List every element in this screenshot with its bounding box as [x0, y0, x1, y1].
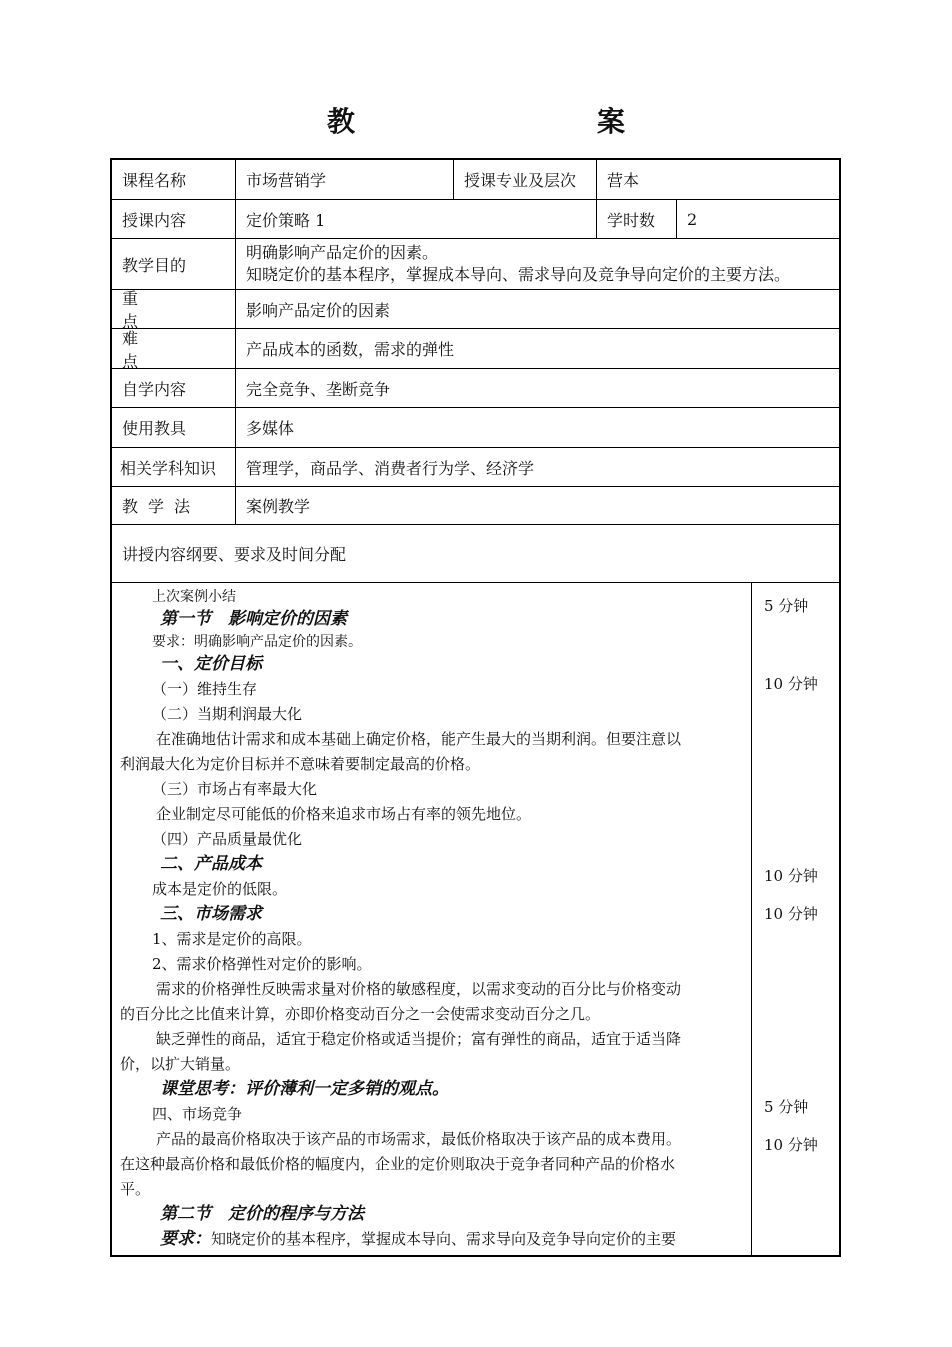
text-line: 需求的价格弹性反映需求量对价格的敏感程度，以需求变动的百分比与价格变动 — [156, 980, 682, 998]
text-line: 成本是定价的低限。 — [152, 880, 288, 898]
outline-label: 讲授内容纲要、要求及时间分配 — [122, 545, 347, 564]
document-title: 教 案 — [326, 105, 687, 138]
text-line: （二）当期利润最大化 — [152, 705, 303, 723]
text-line: 在准确地估计需求和成本基础上确定价格，能产生最大的当期利润。但要注意以 — [156, 730, 682, 748]
row-tools — [112, 408, 839, 448]
goal-label: 教学目的 — [122, 255, 187, 275]
hours-value: 2 — [676, 200, 839, 238]
self-study-value: 完全竞争、垄断竞争 — [235, 369, 839, 407]
related-value: 管理学，商品学、消费者行为学、经济学 — [235, 448, 839, 486]
class-thinking: 课堂思考：评价薄利一定多销的观点。 — [160, 1079, 449, 1099]
method-label: 教学法 — [122, 497, 201, 516]
text-line: （四）产品质量最优化 — [152, 830, 303, 848]
time-slot: 5 分钟 — [764, 597, 809, 615]
course-value: 市场营销学 — [235, 160, 453, 199]
tools-label: 使用教具 — [122, 419, 187, 438]
time-slot: 10 分钟 — [764, 905, 818, 923]
section-heading: 第一节 影响定价的因素 — [160, 609, 347, 629]
text-line: 产品的最高价格取决于该产品的市场需求，最低价格取决于该产品的成本费用。 — [156, 1130, 682, 1148]
text-line: 的百分比之比值来计算，亦即价格变动百分之一会使需求变动百分之几。 — [120, 1005, 601, 1023]
row-method — [112, 487, 839, 525]
text-line: 缺乏弹性的商品，适宜于稳定价格或适当提价；富有弹性的商品，适宜于适当降 — [156, 1030, 682, 1048]
content-value: 定价策略 1 — [235, 200, 596, 238]
subsection-heading: 一、定价目标 — [160, 654, 262, 674]
goal-value — [235, 239, 839, 289]
text-line: 利润最大化为定价目标并不意味着要制定最高的价格。 — [120, 755, 481, 773]
row-self-study — [112, 369, 839, 408]
requirement-line — [120, 1227, 747, 1252]
row-related — [112, 448, 839, 487]
time-slot: 10 分钟 — [764, 675, 818, 693]
key-label: 重 点 — [122, 289, 223, 331]
requirement-label: 要求： — [160, 1229, 211, 1249]
difficult-label: 难 点 — [122, 328, 223, 371]
row-difficult — [112, 329, 839, 369]
time-slot: 10 分钟 — [764, 1136, 818, 1154]
hours-label: 学时数 — [596, 200, 676, 238]
self-study-label: 自学内容 — [122, 379, 187, 399]
row-goal — [112, 239, 839, 290]
major-label: 授课专业及层次 — [453, 160, 596, 199]
major-value: 营本 — [596, 160, 839, 199]
method-value: 案例教学 — [235, 487, 839, 524]
requirement-text: 知晓定价的基本程序，掌握成本导向、需求导向及竞争导向定价的主要 — [211, 1230, 677, 1248]
text-line: （三）市场占有率最大化 — [152, 780, 318, 798]
course-label: 课程名称 — [122, 171, 187, 190]
section-heading: 第二节 定价的程序与方法 — [160, 1204, 364, 1224]
text-line: 平。 — [120, 1180, 151, 1198]
subsection-heading: 三、市场需求 — [160, 904, 262, 924]
goal-line-2: 知晓定价的基本程序，掌握成本导向、需求导向及竞争导向定价的主要方法。 — [246, 265, 791, 284]
row-course — [112, 160, 839, 200]
content-label: 授课内容 — [122, 210, 187, 230]
row-content — [112, 200, 839, 239]
text-line: 价，以扩大销量。 — [120, 1055, 241, 1073]
difficult-value: 产品成本的函数，需求的弹性 — [235, 329, 839, 368]
text-line: 上次案例小结 — [152, 589, 236, 605]
related-label: 相关学科知识 — [120, 458, 217, 478]
row-key-point — [112, 290, 839, 329]
subsection-heading: 二、产品成本 — [160, 854, 262, 874]
time-allocation — [752, 583, 839, 1257]
text-line: 要求：明确影响产品定价的因素。 — [152, 634, 362, 650]
time-slot: 5 分钟 — [764, 1098, 809, 1116]
text-line: 1、需求是定价的高限。 — [152, 930, 312, 948]
text-line: 在这种最高价格和最低价格的幅度内，企业的定价则取决于竞争者同种产品的价格水 — [120, 1155, 676, 1173]
text-line: 四、市场竞争 — [152, 1105, 243, 1123]
text-line: （一）维持生存 — [152, 680, 258, 698]
row-outline — [112, 525, 839, 583]
lesson-plan-table — [110, 158, 841, 1257]
time-slot: 10 分钟 — [764, 867, 818, 885]
text-line: 2、需求价格弹性对定价的影响。 — [152, 955, 372, 973]
tools-value: 多媒体 — [235, 408, 839, 447]
goal-line-1: 明确影响产品定价的因素。 — [246, 243, 439, 262]
lecture-body — [112, 583, 752, 1257]
key-value: 影响产品定价的因素 — [235, 290, 839, 328]
lecture-content — [112, 583, 839, 1257]
text-line: 企业制定尽可能低的价格来追求市场占有率的领先地位。 — [156, 805, 532, 823]
